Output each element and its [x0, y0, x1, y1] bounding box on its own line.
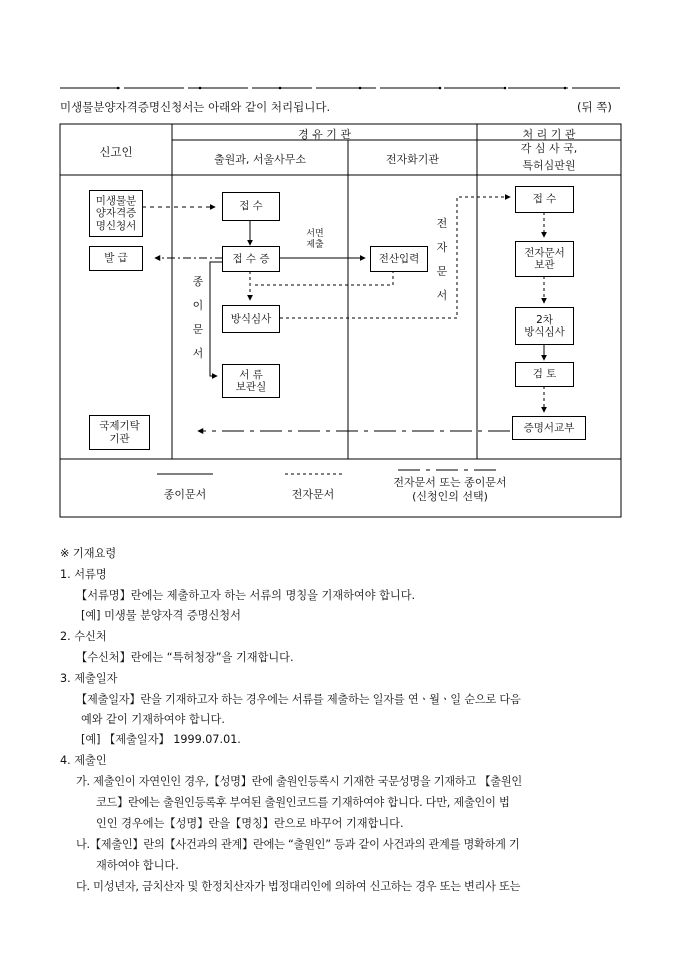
section-4-da-line-1: 다. 미성년자, 금치산자 및 한정치산자가 법정대리인에 의하여 신고하는 경우 또는 변리사 또는 [76, 880, 521, 893]
box-certificate-issue: 증명서교부 [512, 416, 586, 440]
col-processing-sub: 각 심 사 국, 특허심판원 [520, 142, 578, 172]
box-edoc-archive: 전자문서 보관 [515, 241, 574, 277]
section-4-title: 4. 제출인 [60, 754, 107, 767]
section-3-text-2: 예와 같이 기재하여야 합니다. [81, 713, 225, 726]
box-examine: 검 토 [515, 362, 574, 387]
back-side-label: (뒤 쪽) [577, 100, 612, 114]
col-applicant: 신고인 [99, 145, 133, 159]
instructions-title: ※ 기재요령 [60, 547, 117, 560]
section-4-ga-line-3: 인인 경우에는【성명】란을【명칭】란으로 바꾸어 기재합니다. [96, 817, 404, 830]
box-application: 미생물분 양자격증 명신청서 [89, 190, 143, 237]
box-data-entry: 전산입력 [370, 246, 428, 272]
box-document-archive: 서 류 보관실 [222, 364, 280, 398]
section-4-ga-line-1: 가. 제출인이 자연인인 경우,【성명】란에 출원인등록시 기재한 국문성명을 기재하고 【출원인 [76, 775, 522, 788]
section-1-text: 【서류명】란에는 제출하고자 하는 서류의 명칭을 기재하여야 합니다. [76, 589, 416, 602]
section-3-example: [예] 【제출일자】 1999.07.01. [81, 733, 241, 746]
col-via-agency: 경 유 기 관 [298, 128, 351, 141]
box-receive-via: 접 수 [222, 192, 280, 221]
box-issue: 발 급 [89, 246, 143, 271]
section-2-title: 2. 수신처 [60, 630, 107, 643]
label-electronic-document: 전 자 문 서 [436, 217, 448, 302]
box-second-format-review: 2차 방식심사 [515, 307, 574, 345]
box-receive-processing: 접 수 [515, 186, 574, 213]
label-written-submission: 서면 제출 [306, 229, 324, 250]
section-2-text: 【수신처】란에는 “특허청장”을 기재합니다. [76, 651, 294, 664]
col-via-sub-digitize: 전자화기관 [385, 153, 440, 166]
section-1-title: 1. 서류명 [60, 568, 107, 581]
legend-paper: 종이문서 [163, 488, 207, 501]
legend-electronic: 전자문서 [291, 488, 335, 501]
intro-text: 미생물분양자격증명신청서는 아래와 같이 처리됩니다. [60, 100, 331, 114]
section-4-ga-line-2: 코드】란에는 출원인등록후 부여된 출원인코드를 기재하여야 합니다. 다만, 제출인이 법 [96, 796, 510, 809]
label-paper-document: 종 이 문 서 [192, 275, 204, 360]
col-via-sub-filing: 출원과, 서울사무소 [213, 153, 306, 166]
col-processing-agency: 처 리 기 관 [522, 128, 576, 141]
section-3-text-1: 【제출일자】란을 기재하고자 하는 경우에는 서류를 제출하는 일자를 연ㆍ월ㆍ일 순으로 다음 [76, 693, 521, 706]
section-4-na-line-1: 나.【제출인】란의【사건과의 관계】란에는 “출원인” 등과 같이 사건과의 관계를 명확하게 기 [76, 838, 520, 851]
section-1-example: [예] 미생물 분양자격 증명신청서 [81, 609, 241, 622]
box-format-review: 방식심사 [222, 305, 280, 333]
box-receipt-cert: 접 수 증 [222, 246, 280, 272]
section-4-na-line-2: 재하여야 합니다. [96, 859, 179, 872]
legend-either: 전자문서 또는 종이문서 (신청인의 선택) [393, 476, 507, 503]
section-3-title: 3. 제출일자 [60, 672, 118, 685]
box-intl-depositary: 국제기탁 기관 [89, 415, 150, 450]
